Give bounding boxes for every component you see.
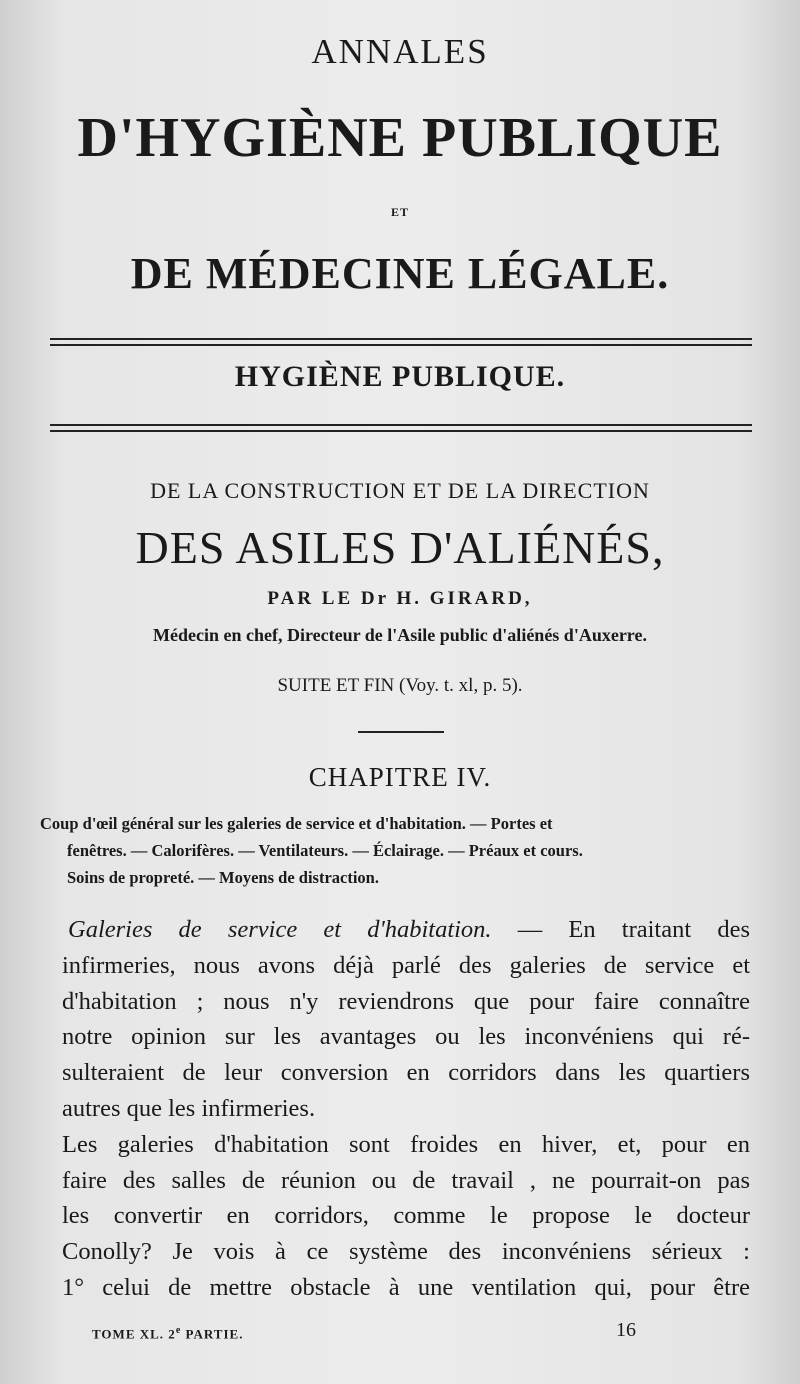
body-line: notre opinion sur les avantages ou les inconvéniens qui ré- [62, 1023, 750, 1051]
body-line: Conolly? Je vois à ce système des inconvéniens sérieux : [62, 1238, 750, 1266]
journal-title-medecine: DE MÉDECINE LÉGALE. [130, 249, 670, 298]
summary-line: Soins de propreté. — Moyens de distraction. [67, 868, 379, 887]
body-line: autres que les infirmeries. [62, 1094, 316, 1122]
body-line: Les galeries d'habitation sont froides en hiver, et, pour en [62, 1130, 750, 1158]
body-line: d'habitation ; nous n'y reviendrons que pour faire connaître [62, 987, 750, 1015]
short-divider [358, 731, 444, 733]
paragraph-heading: Galeries de service et d'habitation. [68, 916, 492, 943]
body-line: les convertir en corridors, comme le propose le docteur [62, 1202, 750, 1230]
article-subtitle: DE LA CONSTRUCTION ET DE LA DIRECTION [150, 478, 650, 503]
summary-line: Coup d'œil général sur les galeries de service et d'habitation. — Portes et [40, 814, 553, 833]
article-author: PAR LE Dr H. GIRARD, [267, 588, 533, 609]
summary-line: fenêtres. — Calorifères. — Ventilateurs. — Éclairage. — Préaux et cours. [67, 841, 583, 860]
chapter-title: CHAPITRE IV. [308, 762, 492, 792]
journal-title-hygiene: D'HYGIÈNE PUBLIQUE [77, 107, 723, 169]
divider-top-1 [50, 338, 752, 340]
continuation-note: SUITE ET FIN (Voy. t. xl, p. 5). [277, 675, 523, 696]
chapter-summary [40, 810, 756, 891]
body-line: infirmeries, nous avons déjà parlé des galeries de service et [62, 951, 750, 979]
body-line: faire des salles de réunion ou de travail , ne pourrait-on pas [62, 1166, 750, 1194]
journal-name-annales: ANNALES [311, 32, 489, 71]
body-line: Galeries de service et d'habitation. — En traitant des [68, 916, 750, 943]
divider-top-2 [50, 344, 752, 346]
divider-mid-2 [50, 430, 752, 432]
article-title: DES ASILES D'ALIÉNÉS, [135, 522, 665, 573]
body-line: sulteraient de leur conversion en corridors dans les quartiers [62, 1059, 750, 1087]
footer-page-number: 16 [616, 1319, 636, 1341]
footer-volume: TOME XL. 2e PARTIE. [92, 1325, 244, 1342]
body-text [62, 912, 750, 1306]
journal-title-et: ET [390, 205, 409, 219]
author-role: Médecin en chef, Directeur de l'Asile public d'aliénés d'Auxerre. [153, 625, 647, 645]
section-title: HYGIÈNE PUBLIQUE. [234, 360, 566, 393]
divider-mid-1 [50, 424, 752, 426]
body-line: 1° celui de mettre obstacle à une ventilation qui, pour être [62, 1273, 750, 1301]
